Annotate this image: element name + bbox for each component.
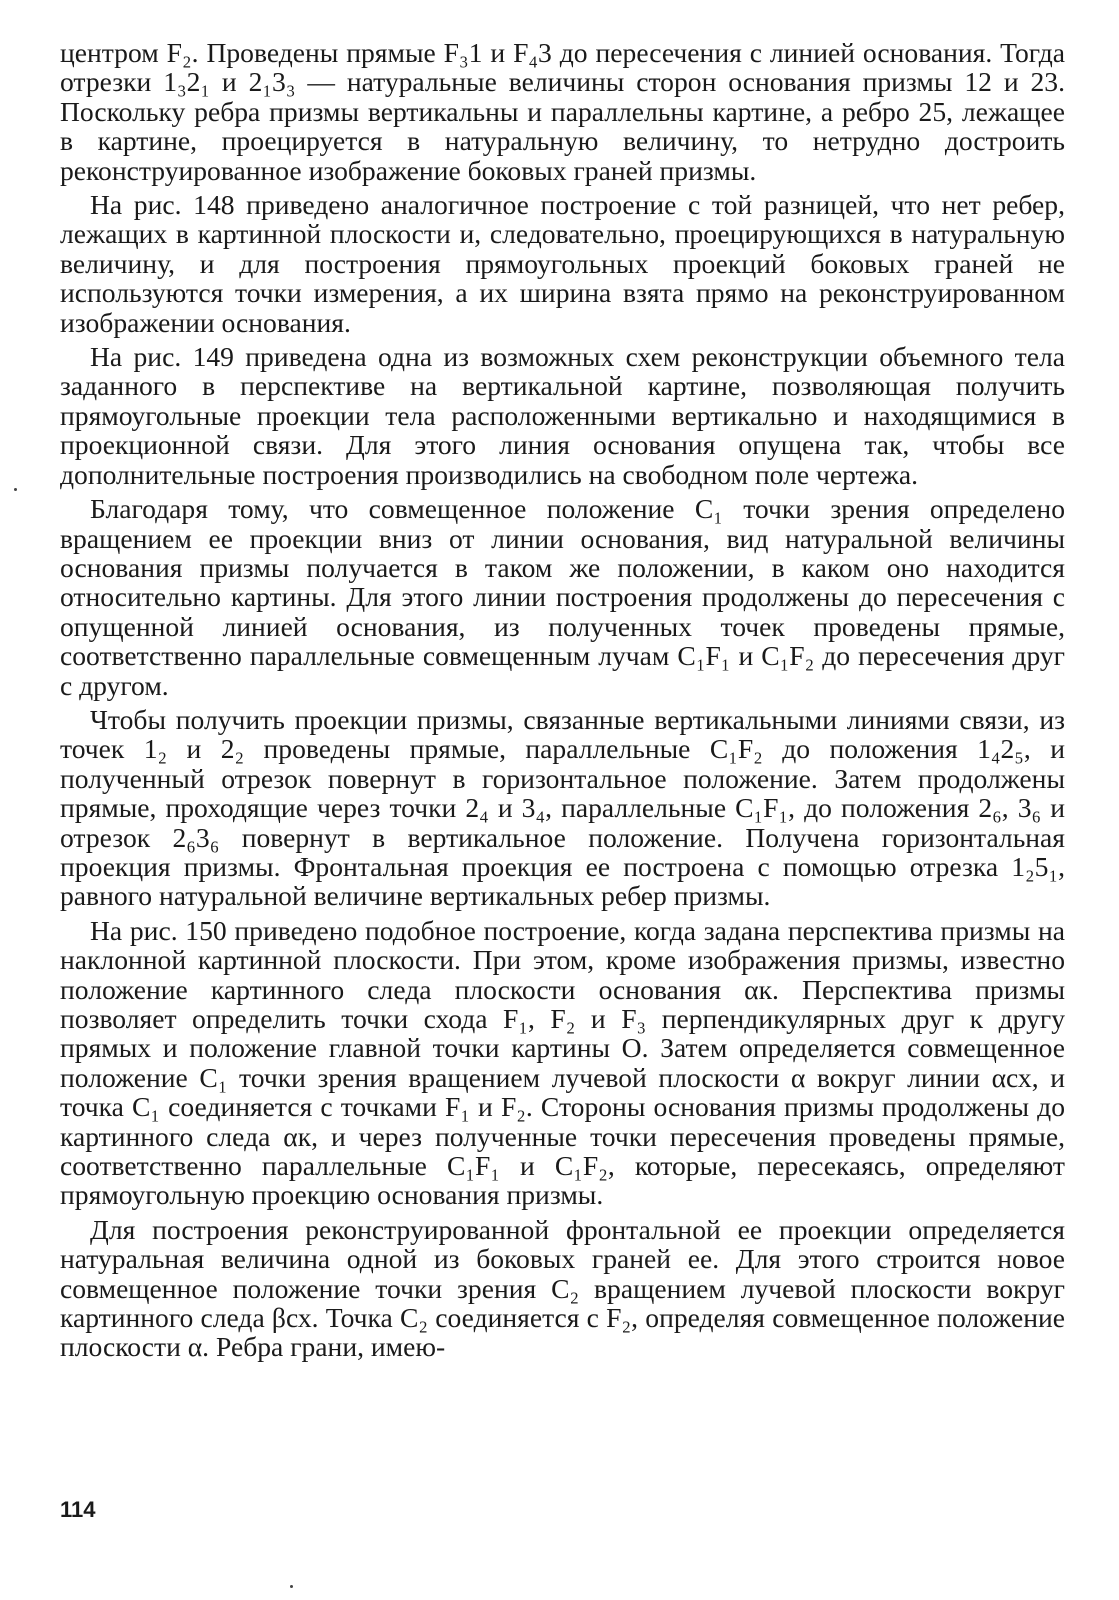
paragraph-7: Для построения реконструированной фронтальной ее проекции определяется натуральная величина одной из боковых граней ее. Для этого строится новое совмещенное положение точки зрения C₂ вращением лучевой плоскости вокруг картинного следа βсх. Точка C₂ соединяется с F₂, определяя совмещенное положение плоскости α. Ребра грани, имею- xyxy=(60,1213,1065,1363)
scan-speck xyxy=(290,1585,293,1588)
paragraph-6: На рис. 150 приведено подобное построение, когда задана перспектива призмы на наклонной картинной плоскости. При этом, кроме изображения призмы, известно положение картинного следа плоскости основания αк. Перспектива призмы позволяет определить точки схода F₁, F₂ и F₃ перпендикулярных друг к другу прямых и положение главной точки картины O. Затем определяется совмещенное положение C₁ точки зрения вращением лучевой плоскости α вокруг линии αсх, и точка C₁ соединяется с точками F₁ и F₂. Стороны основания призмы продолжены до картинного следа αк, и через полученные точки пересечения проведены прямые, соответственно параллельные C₁F₁ и C₁F₂, которые, пересекаясь, определяют прямоугольную проекцию основания призмы. xyxy=(60,914,1065,1211)
paragraph-3: На рис. 149 приведена одна из возможных схем реконструкции объемного тела заданного в перспективе на вертикальной картине, позволяющая получить прямоугольные проекции тела расположенными вертикально и находящимися в проекционной связи. Для этого линия основания опущена так, чтобы все дополнительные построения производились на свободном поле чертежа. xyxy=(60,341,1065,490)
scan-speck xyxy=(14,488,17,491)
paragraph-2: На рис. 148 приведено аналогичное построение с той разницей, что нет ребер, лежащих в картинной плоскости и, следовательно, проецирующихся в натуральную величину, и для построения прямоугольных проекций боковых граней не используются точки измерения, а их ширина взята прямо на реконструированном изображении основания. xyxy=(60,189,1065,338)
paragraph-5: Чтобы получить проекции призмы, связанные вертикальными линиями связи, из точек 1₂ и 2₂ проведены прямые, параллельные C₁F₂ до положения 1₄2₅, и полученный отрезок повернут в горизонтальное положение. Затем продолжены прямые, проходящие через точки 2₄ и 3₄, параллельные C₁F₁, до положения 2₆, 3₆ и отрезок 2₆3₆ повернут в вертикальное положение. Получена горизонтальная проекция призмы. Фронтальная проекция ее построена с помощью отрезка 1₂5₁, равного натуральной величине вертикальных ребер призмы. xyxy=(60,703,1065,912)
page-number: 114 xyxy=(60,1497,96,1522)
paragraph-1: центром F₂. Проведены прямые F₃1 и F₄3 до пересечения с линией основания. Тогда отрезки 1₃2₁ и 2₁3₃ — натуральные величины сторон основания призмы 12 и 23. Поскольку ребра призмы вертикальны и параллельны картине, а ребро 25, лежащее в картине, проецируется в натуральную величину, то нетрудно достроить реконструированное изображение боковых граней призмы. xyxy=(60,37,1065,186)
paragraph-4: Благодаря тому, что совмещенное положение C₁ точки зрения определено вращением ее проекции вниз от линии основания, вид натуральной величины основания призмы получается в таком же положении, в каком оно находится относительно картины. Для этого линии построения продолжены до пересечения с опущенной линией основания, из полученных точек проведены прямые, соответственно параллельные совмещенным лучам C₁F₁ и C₁F₂ до пересечения друг с другом. xyxy=(60,493,1065,701)
page-text xyxy=(60,38,1065,1367)
